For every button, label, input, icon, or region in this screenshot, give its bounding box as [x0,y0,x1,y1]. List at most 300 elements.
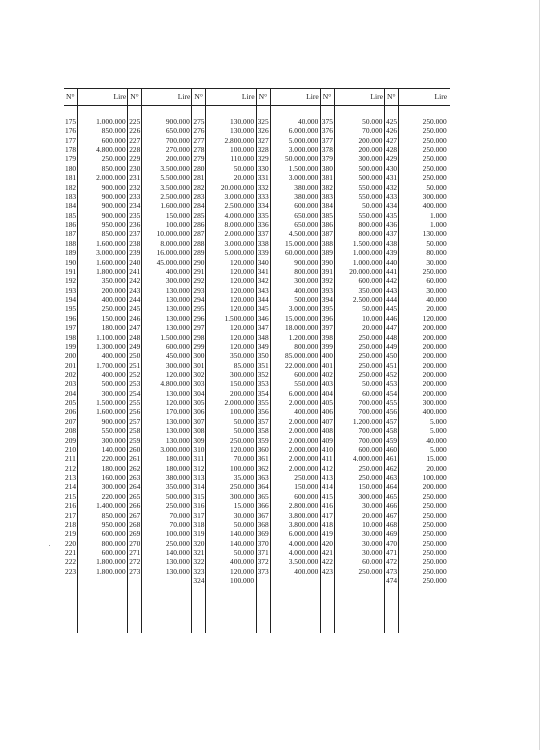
entry-number: 233 [129,191,141,201]
entry-amount: 800.000 [358,229,383,239]
entry-number: 413 [321,473,333,483]
entry-number: 434 [386,201,398,211]
entry-number: 255 [129,398,141,408]
entry-number: 351 [257,360,269,370]
entry-number: 322 [193,557,205,567]
entry-number: 471 [386,548,398,558]
entry-number: 355 [257,398,269,408]
entry-amount: 250.000 [422,501,447,511]
column-divider [191,88,192,633]
entry-amount: 300.000 [101,482,126,492]
entry-number: 353 [257,379,269,389]
entry-amount: 120.000 [165,369,190,379]
entry-number: 202 [65,369,77,379]
entry-amount: 2.500.000 [160,191,190,201]
entry-number: 337 [257,229,269,239]
entry-amount: 3.000.000 [224,191,255,201]
entry-amount: 600.000 [358,444,383,454]
entry-number: 300 [193,351,205,361]
entry-amount: 140.000 [165,548,190,558]
entry-amount: 4.000.000 [288,538,319,548]
header-amount-label: Lire [177,92,191,101]
entry-amount: 200.000 [358,145,383,155]
entry-number: 291 [193,266,205,276]
entry-number: 192 [65,276,77,286]
entry-number: 258 [129,426,141,436]
entry-amount: 250.000 [422,529,447,539]
entry-number: 358 [257,426,269,436]
entry-number: 188 [65,238,77,248]
entry-amount: 2.500.000 [224,201,255,211]
entry-number: 308 [193,426,205,436]
entry-amount: 600.000 [294,491,319,501]
entry-amount: 120.000 [230,304,255,314]
entry-number: 427 [386,135,398,145]
entry-number: 336 [257,220,269,230]
entry-amount: 550.000 [101,426,126,436]
entry-number: 363 [257,473,269,483]
entry-number: 199 [65,341,77,351]
entry-number: 299 [193,341,205,351]
entry-number: 184 [65,201,77,211]
entry-number: 313 [193,473,205,483]
entry-amount: 30.000 [362,538,383,548]
entry-number: 452 [386,369,398,379]
entry-amount: 2.500.000 [352,295,383,305]
entry-number: 349 [257,341,269,351]
table-top-rule [64,88,450,89]
entry-amount: 100.000 [165,529,190,539]
scan-edge-line [539,0,540,750]
entry-number: 361 [257,454,269,464]
entry-number: 328 [257,145,269,155]
entry-number: 195 [65,304,77,314]
entry-number: 340 [257,257,269,267]
entry-number: 426 [386,126,398,136]
header-amount-label: Lire [241,92,255,101]
entry-number: 401 [321,360,333,370]
entry-number: 341 [257,266,269,276]
entry-amount: 500.000 [165,491,190,501]
entry-number: 460 [386,444,398,454]
entry-number: 376 [321,126,333,136]
entry-number: 181 [65,173,77,183]
entry-amount: 180.000 [101,323,126,333]
entry-number: 273 [129,566,141,576]
entry-number: 464 [386,482,398,492]
entry-amount: 130.000 [165,416,190,426]
entry-number: 281 [193,173,205,183]
entry-amount: 50.000 [362,201,383,211]
entry-number: 379 [321,154,333,164]
entry-amount: 200.000 [422,341,447,351]
entry-number: 407 [321,416,333,426]
entry-number: 463 [386,473,398,483]
entry-amount: 30.000 [233,510,255,520]
entry-number: 228 [129,145,141,155]
entry-number: 383 [321,191,333,201]
entry-amount: 70.000 [169,510,190,520]
entry-number: 214 [65,482,77,492]
entry-amount: 8.000.000 [224,220,255,230]
entry-number: 286 [193,220,205,230]
entry-amount: 180.000 [101,463,126,473]
entry-amount: 250.000 [358,463,383,473]
entry-amount: 20.000.000 [349,266,383,276]
entry-number: 256 [129,407,141,417]
entry-number: 390 [321,257,333,267]
entry-number: 320 [193,538,205,548]
entry-amount: 20.000 [426,463,447,473]
entry-number: 419 [321,529,333,539]
entry-amount: 250.000 [422,126,447,136]
entry-amount: 250.000 [422,566,447,576]
entry-amount: 650.000 [165,126,190,136]
entry-number: 474 [386,576,398,586]
entry-amount: 250.000 [422,117,447,126]
entry-amount: 150.000 [358,482,383,492]
entry-number: 345 [257,304,269,314]
entry-amount: 450.000 [165,351,190,361]
entry-amount: 10.000 [362,519,383,529]
entry-number: 239 [129,248,141,258]
entry-number: 445 [386,304,398,314]
entry-amount: 50.000 [233,426,255,436]
entry-amount: 200.000 [422,323,447,333]
entry-amount: 140.000 [230,538,255,548]
entry-number: 269 [129,529,141,539]
entry-number: 450 [386,351,398,361]
entry-number: 385 [321,210,333,220]
entry-number: 251 [129,360,141,370]
header-number-label: N° [130,92,139,101]
entry-amount: 30.000 [426,285,447,295]
entry-amount: 120.000 [230,285,255,295]
entry-number: 180 [65,163,77,173]
entry-amount: 3.500.000 [288,557,319,567]
entry-number: 208 [65,426,77,436]
entry-amount: 3.800.000 [288,519,319,529]
entry-number: 193 [65,285,77,295]
entry-amount: 110.000 [230,154,255,164]
entry-amount: 180.000 [165,463,190,473]
entry-amount: 250.000 [422,266,447,276]
entry-amount: 20.000.000 [220,182,255,192]
entry-amount: 1.000 [430,220,447,230]
entry-number: 222 [65,557,77,567]
entry-amount: 400.000 [101,295,126,305]
entry-amount: 3.800.000 [288,510,319,520]
entry-amount: 50.000 [233,416,255,426]
entry-amount: 300.000 [230,491,255,501]
entry-amount: 1.000 [430,210,447,220]
entry-amount: 3.000.000 [224,238,255,248]
entry-amount: 500.000 [101,379,126,389]
entry-number: 298 [193,332,205,342]
entry-number: 405 [321,398,333,408]
entry-amount: 130.000 [165,426,190,436]
entry-amount: 250.000 [422,548,447,558]
entry-number: 250 [129,351,141,361]
entry-number: 215 [65,491,77,501]
entry-number: 283 [193,191,205,201]
entry-number: 197 [65,323,77,333]
entry-amount: 150.000 [101,313,126,323]
entry-amount: 650.000 [294,210,319,220]
entry-amount: 3.000.000 [96,248,126,258]
entry-number: 183 [65,191,77,201]
entry-amount: 5.000 [430,426,447,436]
entry-amount: 850.000 [101,126,126,136]
entry-number: 238 [129,238,141,248]
entry-amount: 4.000.000 [224,210,255,220]
entry-amount: 380.000 [294,182,319,192]
entry-amount: 50.000 [362,379,383,389]
entry-amount: 700.000 [358,435,383,445]
entry-number: 182 [65,182,77,192]
entry-number: 454 [386,388,398,398]
entry-number: 338 [257,238,269,248]
entry-amount: 200.000 [422,332,447,342]
header-number-label: N° [322,92,332,101]
entry-number: 356 [257,407,269,417]
entry-number: 343 [257,285,269,295]
header-amount-label: Lire [434,92,448,101]
entry-number: 307 [193,416,205,426]
entry-amount: 5.000 [430,416,447,426]
entry-amount: 120.000 [230,444,255,454]
entry-amount: 700.000 [358,398,383,408]
entry-amount: 850.000 [101,163,126,173]
entry-number: 266 [129,501,141,511]
entry-amount: 250.000 [358,369,383,379]
entry-number: 467 [386,510,398,520]
entry-number: 461 [386,454,398,464]
entry-number: 393 [321,285,333,295]
entry-number: 243 [129,285,141,295]
entry-amount: 1.500.000 [352,238,383,248]
entry-amount: 700.000 [358,426,383,436]
column-divider [127,88,128,633]
entry-number: 456 [386,407,398,417]
entry-number: 332 [257,182,269,192]
entry-amount: 1.600.000 [96,238,126,248]
entry-number: 265 [129,491,141,501]
entry-number: 446 [386,313,398,323]
entry-number: 221 [65,548,77,558]
entry-number: 252 [129,369,141,379]
entry-amount: 850.000 [101,510,126,520]
entry-amount: 50.000 [362,304,383,314]
entry-amount: 16.000.000 [156,248,190,258]
entry-amount: 4.800.000 [96,145,126,155]
entry-amount: 250.000 [422,163,447,173]
entry-number: 360 [257,444,269,454]
entry-number: 440 [386,257,398,267]
entry-number: 473 [386,566,398,576]
entry-number: 350 [257,351,269,361]
entry-amount: 950.000 [101,220,126,230]
entry-amount: 900.000 [294,257,319,267]
entry-number: 433 [386,191,398,201]
entry-number: 217 [65,510,77,520]
entry-number: 242 [129,276,141,286]
entry-number: 396 [321,313,333,323]
entry-amount: 20.000 [426,304,447,314]
entry-number: 416 [321,501,333,511]
entry-number: 457 [386,416,398,426]
entry-number: 246 [129,313,141,323]
entry-amount: 30.000 [426,257,447,267]
entry-number: 455 [386,398,398,408]
entry-amount: 250.000 [358,341,383,351]
entry-number: 319 [193,529,205,539]
entry-number: 370 [257,538,269,548]
entry-number: 309 [193,435,205,445]
entry-number: 431 [386,173,398,183]
entry-amount: 220.000 [101,491,126,501]
entry-number: 326 [257,126,269,136]
entry-amount: 200.000 [422,379,447,389]
entry-amount: 60.000 [426,276,447,286]
entry-number: 466 [386,501,398,511]
entry-number: 346 [257,313,269,323]
entry-amount: 130.000 [230,117,255,126]
entry-amount: 180.000 [165,454,190,464]
entry-number: 392 [321,276,333,286]
entry-number: 412 [321,463,333,473]
entry-amount: 1.200.000 [352,416,383,426]
entry-number: 359 [257,435,269,445]
entry-amount: 15.000 [233,501,255,511]
entry-number: 436 [386,220,398,230]
entry-amount: 400.000 [422,407,447,417]
entry-number: 257 [129,416,141,426]
entry-amount: 250.000 [422,491,447,501]
entry-amount: 1.300.000 [96,341,126,351]
entry-amount: 120.000 [230,323,255,333]
entry-number: 278 [193,145,205,155]
entry-amount: 15.000.000 [285,313,319,323]
entry-amount: 2.000.000 [224,229,255,239]
entry-number: 389 [321,248,333,258]
entry-number: 444 [386,295,398,305]
entry-number: 284 [193,201,205,211]
entry-number: 414 [321,482,333,492]
entry-amount: 250.000 [422,145,447,155]
entry-amount: 50.000.000 [285,154,319,164]
entry-amount: 1.800.000 [96,566,126,576]
entry-number: 312 [193,463,205,473]
entry-number: 225 [129,117,141,126]
entry-amount: 3.000.000 [160,444,190,454]
entry-number: 245 [129,304,141,314]
entry-amount: 200.000 [422,351,447,361]
entry-amount: 2.000.000 [288,398,319,408]
entry-amount: 250.000 [422,576,447,586]
entry-amount: 130.000 [165,323,190,333]
entry-number: 428 [386,145,398,155]
entry-number: 472 [386,557,398,567]
entry-number: 206 [65,407,77,417]
entry-number: 324 [193,576,205,586]
entry-amount: 2.000.000 [288,444,319,454]
entry-amount: 800.000 [294,341,319,351]
entry-number: 200 [65,351,77,361]
entry-number: 276 [193,126,205,136]
entry-amount: 300.000 [101,435,126,445]
entry-number: 418 [321,519,333,529]
entry-amount: 400.000 [294,285,319,295]
entry-number: 241 [129,266,141,276]
entry-amount: 140.000 [230,529,255,539]
entry-number: 403 [321,379,333,389]
entry-amount: 400.000 [101,351,126,361]
entry-number: 438 [386,238,398,248]
entry-number: 347 [257,323,269,333]
entry-number: 289 [193,248,205,258]
entry-number: 277 [193,135,205,145]
entry-number: 330 [257,163,269,173]
entry-amount: 70.000 [362,126,383,136]
entry-amount: 4.800.000 [160,379,190,389]
entry-amount: 250.000 [358,360,383,370]
entry-amount: 700.000 [165,135,190,145]
entry-amount: 60.000.000 [285,248,319,258]
entry-amount: 3.000.000 [288,145,319,155]
entry-amount: 5.000.000 [288,135,319,145]
entry-amount: 120.000 [230,566,255,576]
entry-amount: 1.500.000 [160,332,190,342]
entry-number: 314 [193,482,205,492]
entry-number: 391 [321,266,333,276]
entry-number: 429 [386,154,398,164]
entry-number: 447 [386,323,398,333]
entry-number: 365 [257,491,269,501]
entry-amount: 600.000 [165,341,190,351]
entry-amount: 140.000 [101,444,126,454]
entry-number: 209 [65,435,77,445]
entry-amount: 800.000 [101,538,126,548]
entry-number: 364 [257,482,269,492]
entry-amount: 3.500.000 [160,182,190,192]
entry-amount: 700.000 [358,407,383,417]
entry-number: 212 [65,463,77,473]
entry-amount: 550.000 [294,379,319,389]
entry-number: 423 [321,566,333,576]
entry-number: 235 [129,210,141,220]
entry-amount: 100.000 [165,220,190,230]
entry-number: 367 [257,510,269,520]
entry-number: 311 [193,454,205,464]
entry-number: 381 [321,173,333,183]
entry-number: 306 [193,407,205,417]
entry-amount: 250.000 [422,173,447,183]
entry-amount: 350.000 [230,351,255,361]
entry-number: 176 [65,126,77,136]
entry-amount: 200.000 [422,482,447,492]
entry-number: 288 [193,238,205,248]
entry-amount: 20.000 [362,510,383,520]
entry-amount: 1.500.000 [96,398,126,408]
entry-number: 177 [65,135,77,145]
entry-number: 357 [257,416,269,426]
entry-amount: 900.000 [101,182,126,192]
entry-number: 448 [386,332,398,342]
entry-amount: 130.000 [422,229,447,239]
entry-amount: 1.400.000 [96,501,126,511]
entry-number: 272 [129,557,141,567]
